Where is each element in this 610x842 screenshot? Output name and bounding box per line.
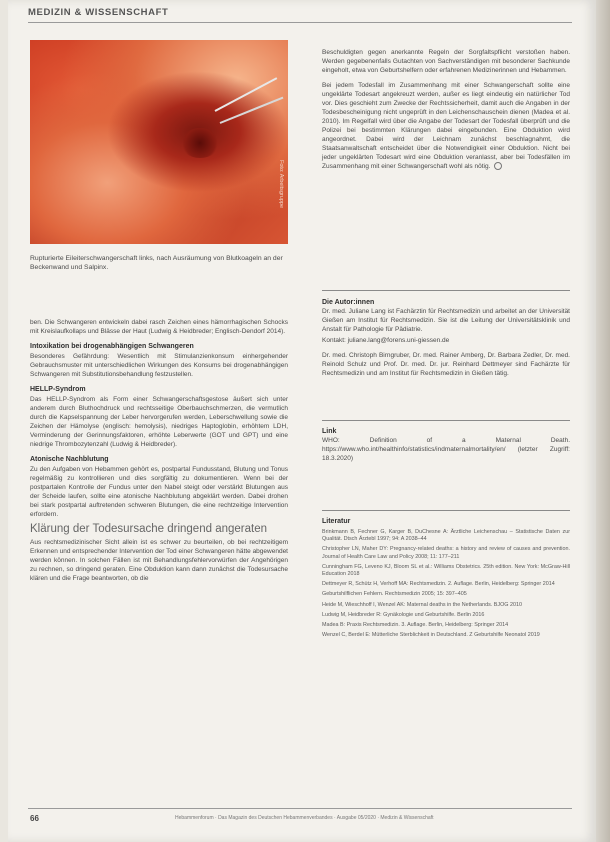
body-paragraph: Bei jedem Todesfall im Zusammenhang mit einer Schwangerschaft sollte eine ungeklärte Todesart angekreuzt werden, außer es liegt eindeutig ein natürlicher Tod vor. Dies geschieht zum Zwecke der Rechtssicherheit, damit auch die Angaben in der Todesbescheinigung nicht ungeprüft in den Leichenschauschein dienen (Madea et al. 2010). Im Regelfall wird über die Angabe der Todesart der Todesfall überprüft und die Polizei bei bestimmten Klärungen dabei eingebunden. Eine Obduktion wird angeordnet. Dabei wird der Leichnam zunächst beschlagnahmt, die Staatsanwaltschaft entscheidet über die Notwendigkeit einer Obduktion. Nicht bei jeder ungeklärten Todesart wird eine Obduktion veranlasst, aber bei Todesfällen im Zusammenhang mit einer Schwangerschaft wohl als nötig. [322,82,570,170]
section-text: Das HELLP-Syndrom als Form einer Schwangerschaftsgestose äußert sich unter anderem durch Bluthochdruck und rechtsseitige Oberbauchschmerzen, die vermutlich durch die Kapselspannung der Leber hervorgerufen werden, Leberschwellung sowie die Zeichen der Hämolyse (englisch: hemolysis), niedriges Haptoglobin, erhöhtem LDH, Verminderung der Gerinnungsfaktoren, erhöhte Leberwerte (GOT und GPT) und eine niedrige Thrombozytenzahl (Ludwig & Heidbreder). [30,396,288,448]
reference-item: Geburtshilflichen Fehlern. Rechtsmedizin 2005; 15: 397–405 [322,591,467,598]
photo-instrument [215,77,278,112]
reference-item: Dettmeyer R, Schütz H, Verhoff MA: Rechtsmedizin. 2. Auflage. Berlin, Heidelberg: Springer 2014 [322,581,555,588]
final-paragraph: Aus rechtsmedizinischer Sicht allein ist es schwer zu beurteilen, ob bei rechtzeitigem Erkennen und entsprechender Intervention der Tod einer Schwangeren hätte abgewendet werden können. In solchen Fällen ist mit Behandlungsfehlervorwürfen der Angehörigen zu rechnen, so dringend geraten. Eine Obduktion kann dann zunächst die Todesursache klären und die Frage beantworten, ob die [30,539,288,582]
link-box [322,427,570,469]
reference-item: Brinkmann B, Fechner G, Karger B, DuChesne A: Ärztliche Leichenschau – Statistische Daten zur Qualität. Dtsch Ärztebl 1997; 94: A 2038–44 [322,529,570,543]
figure-caption: Rupturierte Eileiterschwangerschaft links, nach Ausräumung von Blutkoageln an der Beckenwand und Salpinx. [30,255,283,271]
photo-credit: Foto: Arbeitsgruppe [278,160,284,209]
reference-item: Wenzel C, Berdel E: Mütterliche Sterblichkeit in Deutschland. Z Geburtshilfe Neonatol 2019 [322,632,540,639]
page-edge [596,0,610,842]
reference-item: Heide M, Wieschhoff I, Wenzel AK: Maternal deaths in the Netherlands. BJOG 2010 [322,601,522,608]
section-heading: Intoxikation bei drogenabhängigen Schwangeren [30,343,194,350]
section-title: Klärung der Todesursache dringend angeraten [30,523,267,535]
page-number: 66 [30,814,39,823]
photo-lesion [180,128,220,158]
reference-item: Cunningham FG, Leveno KJ, Bloom SL et al.: Williams Obstetrics. 25th edition. New York: McGraw-Hill Education 2018 [322,563,570,578]
photo-instrument [220,97,284,124]
left-column [30,318,288,589]
intro-paragraph: ben. Die Schwangeren entwickeln dabei rasch Zeichen eines hämorrhagischen Schocks mit Kreislaufkollaps und Blässe der Haut (Ludwig & Heidbreder; Englisch-Dendorf 2014). [30,319,288,335]
footer-text: Hebammenforum · Das Magazin des Deutschen Hebammenverbandes · Ausgabe 05/2020 · Medizin & Wissenschaft [175,815,434,821]
authors-box [322,298,570,384]
references-box [322,517,570,642]
section-heading: Atonische Nachblutung [30,456,109,463]
reference-item: Christopher LN, Maher DY: Pregnancy-related deaths: a history and review of causes and prevention. Journal of Health Care Law and Policy 2008; 11: 177–211 [322,546,570,560]
section-heading: HELLP-Syndrom [30,386,86,393]
reference-item: Madea B: Praxis Rechtsmedizin. 3. Auflage. Berlin, Heidelberg: Springer 2014 [322,622,509,629]
section-header: MEDIZIN & WISSENSCHAFT [28,7,169,18]
header-rule [28,22,572,23]
end-mark-icon [494,162,502,170]
reference-item: Ludwig M, Heidbreder R: Gynäkologie und Geburtshilfe. Berlin 2016 [322,611,485,618]
link-text[interactable]: WHO: Definition of a Maternal Death. https://www.who.int/healthinfo/statistics/indmaternalmortality/en/ (letzter Zugriff: 18.3.2020) [322,437,570,462]
author-bio: Dr. med. Juliane Lang ist Fachärztin für Rechtsmedizin und arbeitet an der Universität Gießen am Institut für Rechtsmedizin. Sie ist die Leitung der Universitätsklinik und Anstalt für Pathologie für Pädiatrie. [322,308,570,333]
references-rule [322,510,570,511]
references-heading: Literatur [322,518,351,525]
link-rule [322,420,570,421]
authors-heading: Die Autor:innen [322,299,375,306]
surgery-photo [30,40,288,244]
author-contact: Kontakt: juliane.lang@forens.uni-giessen.de [322,337,450,344]
right-column-top [322,48,570,177]
authors-rule [322,290,570,291]
footer-rule [28,808,572,809]
link-heading: Link [322,428,337,435]
body-paragraph: Beschuldigten gegen anerkannte Regeln der Sorgfaltspflicht verstoßen haben. Werden gegebenenfalls Gutachten von Sachverständigen mit besonderer Sachkunde eingeholt, etwa von Geburtshelfern oder erfahrenen Medizinerinnen und Hebammen. [322,49,570,74]
section-text: Besonderes Gefährdung: Wesentlich mit Stimulanzienkonsum einhergehender Gebrauchsmuster mit unterschiedlichen Wirkungen des Konsums bei drogenabhängigen Schwangeren mit Substitutionsbehandlung festzustellen. [30,353,288,378]
co-authors: Dr. med. Christoph Birngruber, Dr. med. Rainer Amberg, Dr. Barbara Zedler, Dr. med. Reinold Schulz und Prof. Dr. med. Dr. jur. Reinhard Dettmeyer sind Fachärzte für Rechtsmedizin und am Institut für Rechtsmedizin in Gießen tätig. [322,352,570,377]
section-text: Zu den Aufgaben von Hebammen gehört es, postpartal Fundusstand, Blutung und Tonus regelmäßig zu kontrollieren und dies sorgfältig zu dokumentieren. Wenn bei der postpartalen Kontrolle der Fundus unter den Nabel steigt oder verstärkt Blutungen aus der Scheide laufen, sollte eine atonische Nachblutung abgeklärt werden. Dabei drohen bei stark postpartal auftretenden schweren Blutungen, die eine rechtzeitige Intervention erfordern. [30,466,288,518]
